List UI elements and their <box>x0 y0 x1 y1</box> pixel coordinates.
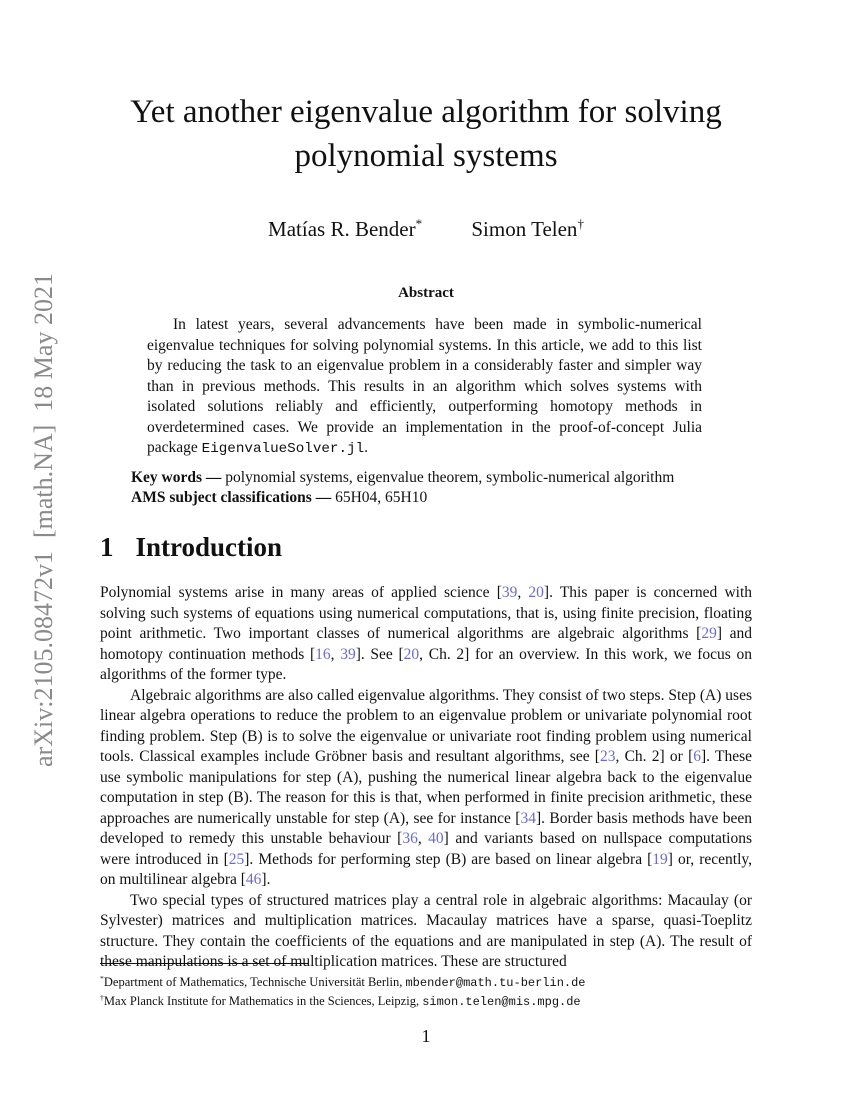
footnote-rule <box>100 963 308 964</box>
arxiv-stamp <box>18 240 66 800</box>
paragraph: Polynomial systems arise in many areas of applied science [39, 20]. This paper is concerned with solving such systems of equations using numerical computations, that is, using finite precision, floating point arithmetic. Two important classes of numerical algorithms are algebraic algorithms [29] and homotopy continuation methods [16, 39]. See [20, Ch. 2] for an overview. In this work, we focus on algorithms of the former type. <box>100 584 753 683</box>
arxiv-stamp-text: arXiv:2105.08472v1 [math.NA] 18 May 2021 <box>29 273 58 767</box>
citation-link[interactable]: 19 <box>652 850 668 868</box>
citation-link[interactable]: 39 <box>340 645 356 663</box>
abstract-heading: Abstract <box>398 285 454 301</box>
citation-link[interactable]: 46 <box>245 871 262 888</box>
citation-link[interactable]: 40 <box>428 830 444 847</box>
ams-line: AMS subject classifications — 65H04, 65H10 <box>131 489 428 506</box>
section-body <box>100 583 752 973</box>
keywords-line: Key words — polynomial systems, eigenvalue theorem, symbolic-numerical algorithm <box>131 469 675 486</box>
abstract-text: In latest years, several advancements have been made in symbolic-numerical eigenvalue techniques for solving polynomial systems. In this article, we add to this list by reducing the task to an eigenvalue problem in a considerably faster and simpler way than in previous methods. This results in an algorithm which solves systems with isolated solutions reliably and efficiently, outperforming homotopy methods in overdetermined cases. We provide an implementation in the proof-of-concept Julia package EigenvalueSolver.jl. <box>147 316 702 457</box>
page-number: 1 <box>421 1026 431 1046</box>
author-list <box>100 216 752 242</box>
citation-link[interactable]: 20 <box>403 645 420 663</box>
keywords-block <box>131 468 731 508</box>
citation-link[interactable]: 39 <box>501 584 518 601</box>
citation-link[interactable]: 34 <box>520 809 536 827</box>
citation-link[interactable]: 20 <box>528 584 544 601</box>
email[interactable]: mbender@math.tu-berlin.de <box>405 976 586 991</box>
citation-link[interactable]: 6 <box>693 748 701 765</box>
citation-link[interactable]: 36 <box>402 830 418 847</box>
author-bender: Matías R. Bender* <box>268 216 423 241</box>
author-telen: Simon Telen† <box>471 216 584 241</box>
section-heading: 1 Introduction <box>100 532 283 562</box>
citation-link[interactable]: 16 <box>315 645 331 663</box>
footnote: *Department of Mathematics, Technische Universität Berlin, mbender@math.tu-berlin.de <box>100 974 586 991</box>
paper-title: Yet another eigenvalue algorithm for solving polynomial systems <box>130 94 722 174</box>
footnote: †Max Planck Institute for Mathematics in the Sciences, Leipzig, simon.telen@mis.mpg.de <box>100 993 581 1010</box>
email[interactable]: simon.telen@mis.mpg.de <box>422 995 581 1010</box>
package-name: EigenvalueSolver.jl <box>201 441 365 457</box>
citation-link[interactable]: 23 <box>599 748 616 765</box>
citation-link[interactable]: 25 <box>228 850 245 868</box>
citation-link[interactable]: 29 <box>701 625 717 642</box>
paragraph: Two special types of structured matrices play a central role in algebraic algorithms: Macaulay (or Sylvester) matrices and multiplication matrices. Macaulay matrices have a sparse, quasi-Toeplitz structure. They contain the coefficients of the equations and are manipulated in step (A). The result of these manipulations is a set of multiplication matrices. These are structured <box>100 891 752 970</box>
paragraph: Algebraic algorithms are also called eigenvalue algorithms. They consist of two steps. Step (A) uses linear algebra operations to reduce the problem to an eigenvalue problem or univariate polynomial root finding problem. Step (B) is to solve the eigenvalue or univariate root finding problem using numerical tools. Classical examples include Gröbner basis and resultant algorithms, see [23, Ch. 2] or [6]. These use symbolic manipulations for step (A), pushing the numerical linear algebra back to the eigenvalue computation in step (B). The reason for this is that, when performed in finite precision arithmetic, these approaches are numerically unstable for step (A), see for instance [34]. Border basis methods have been developed to remedy this unstable behaviour [36, 40] and variants based on nullspace computations were introduced in [25]. Methods for performing step (B) are based on linear algebra [19] or, recently, on multilinear algebra [46]. <box>100 686 753 888</box>
